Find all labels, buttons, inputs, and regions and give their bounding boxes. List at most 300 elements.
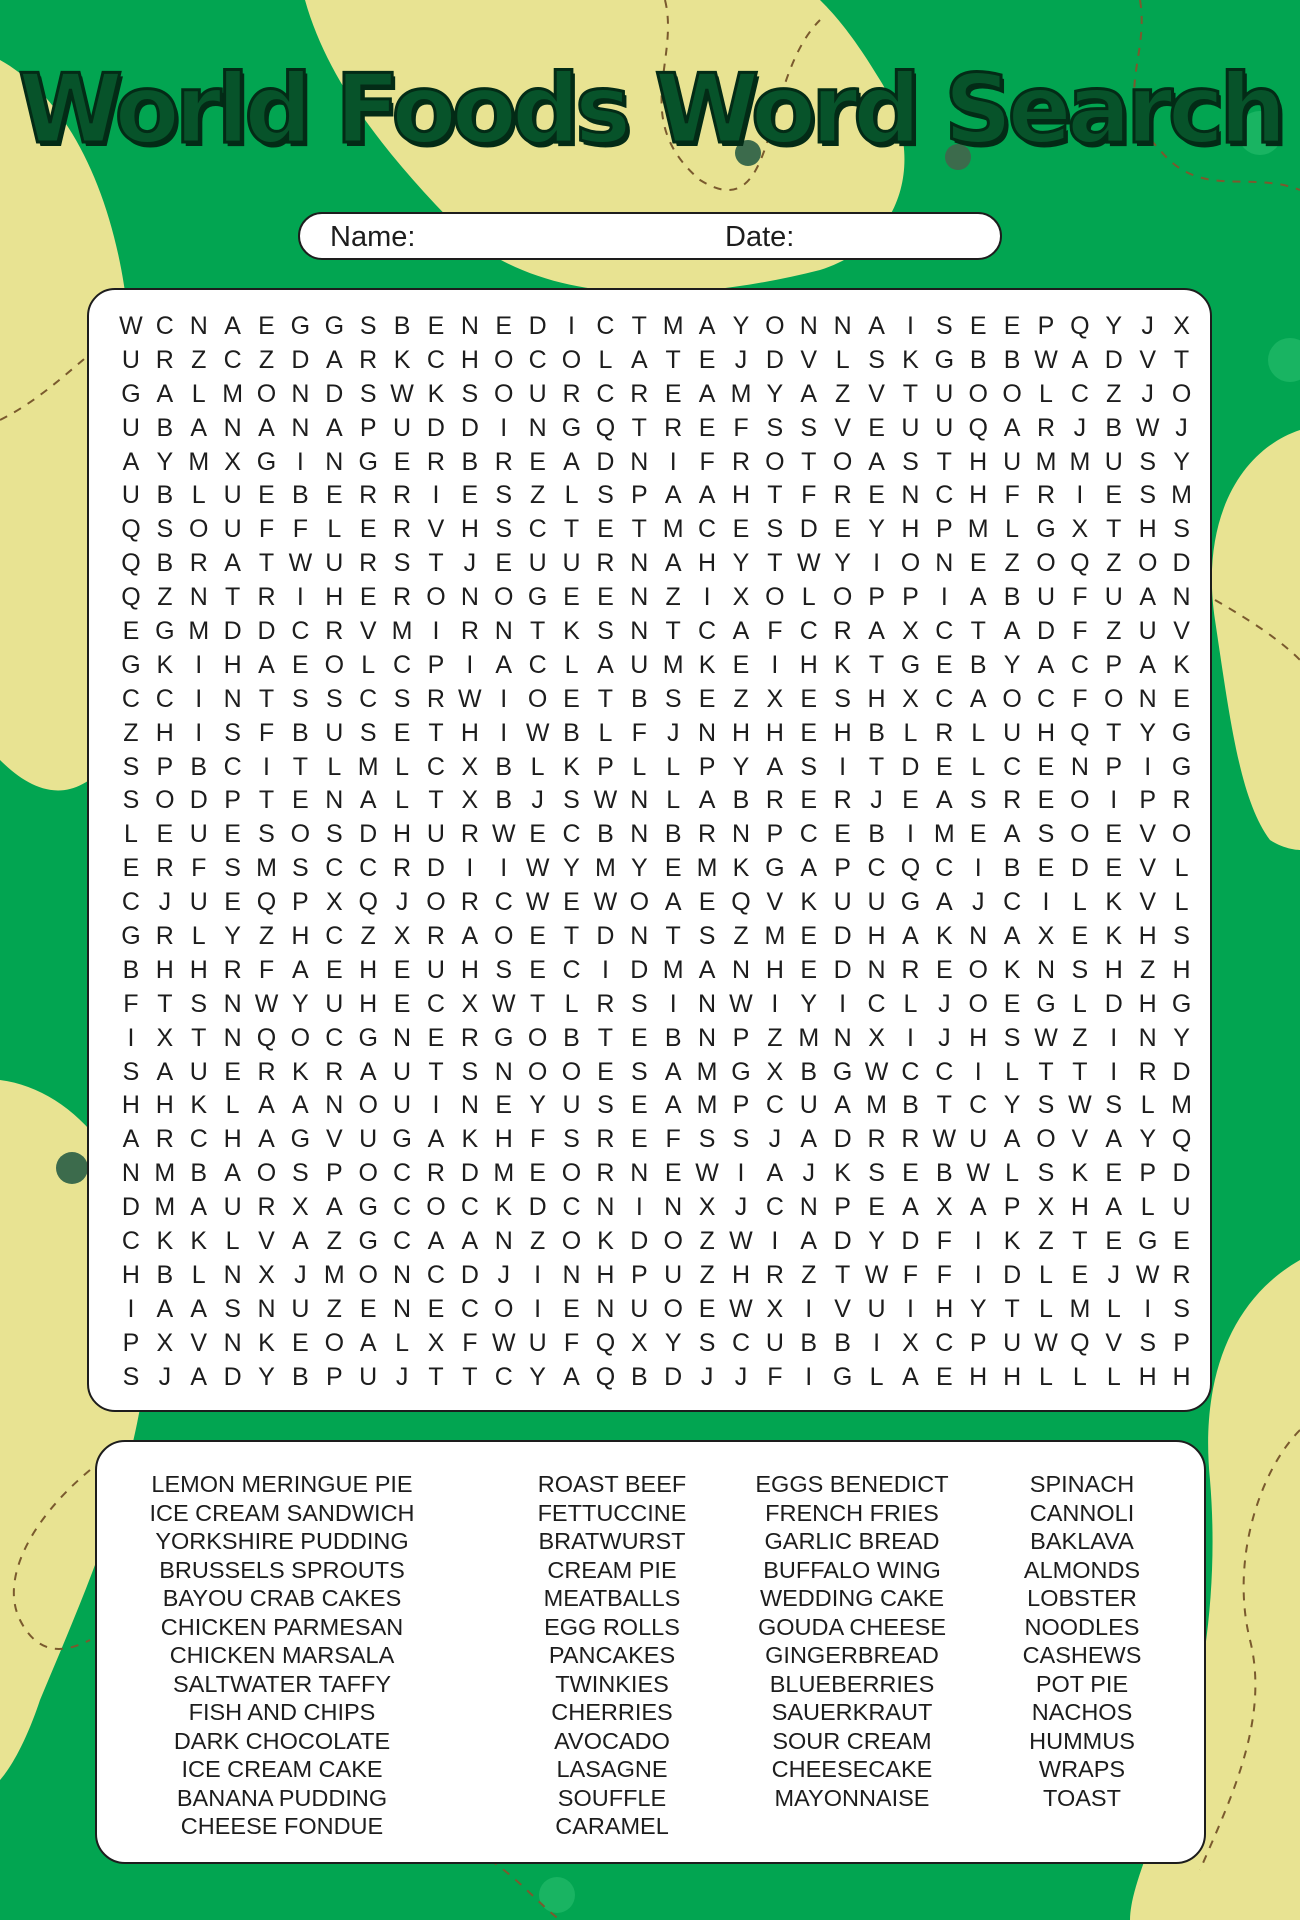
grid-letter: I [296, 583, 304, 612]
grid-letter: E [630, 1125, 648, 1154]
grid-letter: N [393, 1260, 412, 1289]
word-list-item: TOAST [1043, 1784, 1121, 1811]
grid-letter: N [833, 1023, 852, 1052]
grid-letter: B [292, 718, 309, 747]
grid-letter: Z [1106, 617, 1122, 646]
grid-letter: O [765, 312, 785, 340]
grid-letter: K [834, 650, 851, 679]
grid-letter: T [1072, 1227, 1088, 1256]
grid-letter: L [564, 989, 579, 1018]
grid-letter: F [563, 1328, 580, 1357]
grid-letter: M [662, 650, 684, 679]
grid-letter: Q [595, 1362, 616, 1391]
grid-letter: A [563, 1362, 580, 1391]
grid-letter: E [1173, 1227, 1190, 1256]
grid-letter: K [1105, 888, 1123, 917]
grid-letter: D [1104, 989, 1123, 1018]
grid-letter: G [392, 1125, 412, 1154]
grid-letter: V [190, 1328, 208, 1357]
grid-letter: E [122, 617, 140, 646]
grid-letter: E [292, 650, 309, 679]
grid-letter: C [528, 515, 547, 544]
grid-letter: K [495, 1193, 513, 1222]
grid-letter: C [935, 1328, 954, 1357]
grid-letter: A [1139, 583, 1156, 612]
grid-letter: C [494, 888, 513, 917]
grid-letter: F [767, 1362, 783, 1391]
grid-letter: L [1072, 888, 1087, 917]
grid-letter: S [495, 481, 513, 510]
grid-letter: U [1172, 1193, 1191, 1222]
word-list-item: LASAGNE [556, 1756, 668, 1782]
word-list-item: WEDDING CAKE [759, 1585, 945, 1611]
grid-letter: E [258, 481, 275, 510]
grid-letter: E [664, 854, 682, 883]
grid-letter: I [1144, 752, 1152, 781]
grid-letter: H [155, 955, 174, 984]
grid-letter: U [528, 379, 547, 408]
grid-letter: V [427, 515, 445, 544]
grid-letter: V [1105, 1328, 1123, 1357]
grid-letter: K [834, 1159, 851, 1188]
grid-letter: N [596, 1193, 615, 1222]
grid-letter: S [1139, 1328, 1156, 1357]
grid-letter: R [1138, 1057, 1157, 1086]
grid-letter: X [935, 1193, 953, 1222]
grid-letter: H [969, 447, 988, 476]
grid-letter: I [432, 617, 440, 646]
grid-letter: Q [1171, 1125, 1192, 1154]
grid-letter: M [730, 379, 752, 408]
word-list-item: WRAPS [1038, 1756, 1126, 1782]
grid-letter: M [662, 515, 684, 544]
word-list-item: BLUEBERRIES [769, 1670, 935, 1697]
grid-letter: X [902, 684, 919, 713]
grid-letter: N [223, 989, 242, 1018]
grid-letter: P [1003, 1193, 1021, 1222]
word-list-item: TWINKIES [555, 1670, 669, 1697]
grid-letter: A [359, 1057, 377, 1086]
grid-letter: S [122, 752, 140, 781]
grid-letter: A [156, 1057, 174, 1086]
grid-letter: R [460, 1023, 479, 1052]
grid-letter: R [1036, 481, 1056, 510]
grid-letter: S [292, 684, 309, 713]
grid-letter: E [1037, 752, 1055, 781]
grid-letter: G [1036, 989, 1056, 1018]
grid-letter: K [190, 1091, 208, 1120]
grid-letter: B [563, 1023, 580, 1052]
grid-letter: R [155, 854, 174, 883]
grid-letter: G [934, 345, 955, 374]
grid-letter: S [325, 684, 343, 713]
grid-letter: E [122, 854, 140, 883]
grid-letter: O [527, 1023, 548, 1052]
grid-letter: P [766, 820, 784, 849]
grid-letter: A [258, 650, 275, 679]
grid-letter: E [868, 413, 885, 442]
grid-letter: O [358, 1091, 378, 1120]
grid-letter: H [969, 1362, 988, 1391]
grid-letter: U [664, 1260, 683, 1289]
grid-letter: E [495, 1091, 513, 1120]
word-list-item: CREAM PIE [547, 1556, 677, 1583]
grid-letter: N [562, 1260, 581, 1289]
grid-letter: V [1139, 854, 1156, 883]
grid-letter: B [732, 786, 750, 815]
grid-letter: I [737, 1159, 745, 1188]
word-list-item: YORKSHIRE PUDDING [155, 1528, 409, 1554]
grid-letter: G [358, 447, 378, 476]
grid-letter: J [1141, 379, 1154, 408]
grid-letter: N [393, 1023, 412, 1052]
grid-letter: E [393, 718, 411, 747]
grid-letter: N [630, 447, 649, 476]
grid-letter: L [564, 481, 579, 510]
grid-letter: R [359, 549, 378, 578]
grid-letter: C [325, 922, 344, 951]
grid-letter: O [1171, 820, 1192, 849]
grid-letter: E [902, 1159, 919, 1188]
grid-letter: O [561, 345, 582, 374]
grid-letter: I [906, 312, 914, 340]
grid-letter: V [258, 1227, 275, 1256]
grid-letter: H [223, 650, 242, 679]
word-list-item: PANCAKES [548, 1642, 676, 1668]
grid-letter: B [834, 1328, 851, 1357]
grid-letter: C [393, 1193, 412, 1222]
grid-letter: J [395, 1362, 409, 1391]
grid-letter: O [494, 1294, 514, 1323]
grid-letter: S [597, 617, 614, 646]
grid-letter: O [765, 583, 785, 612]
grid-letter: D [596, 922, 615, 951]
grid-letter: X [461, 786, 479, 815]
grid-letter: H [359, 989, 378, 1018]
grid-letter: A [1071, 345, 1089, 374]
grid-letter: X [698, 1193, 716, 1222]
grid-letter: I [568, 312, 575, 340]
grid-letter: A [969, 583, 987, 612]
grid-letter: Z [665, 583, 681, 612]
grid-letter: K [698, 650, 716, 679]
grid-letter: X [732, 583, 750, 612]
grid-letter: O [1036, 549, 1056, 578]
grid-letter: B [868, 820, 885, 849]
grid-letter: L [835, 345, 850, 374]
grid-letter: A [461, 1227, 479, 1256]
grid-letter: S [224, 718, 241, 747]
grid-letter: Q [731, 888, 751, 917]
grid-letter: Q [121, 515, 141, 544]
grid-letter: C [528, 650, 547, 679]
grid-letter: E [834, 820, 851, 849]
grid-letter: W [729, 989, 753, 1018]
grid-letter: T [835, 1260, 851, 1289]
grid-letter: S [698, 1125, 716, 1154]
grid-letter: C [1070, 650, 1089, 679]
grid-letter: U [562, 1091, 581, 1120]
grid-letter: V [325, 1125, 343, 1154]
grid-letter: A [698, 312, 716, 340]
grid-letter: R [359, 345, 378, 374]
grid-letter: C [393, 1227, 412, 1256]
grid-letter: R [426, 1159, 445, 1188]
word-list-item: SAUERKRAUT [771, 1699, 933, 1725]
grid-letter: V [1139, 820, 1156, 849]
grid-letter: Q [1070, 718, 1090, 747]
grid-letter: U [969, 1125, 988, 1154]
grid-letter: I [635, 1193, 643, 1222]
grid-letter: T [767, 549, 783, 578]
grid-letter: Z [258, 922, 275, 951]
grid-letter: D [1036, 617, 1056, 646]
grid-letter: I [127, 1294, 135, 1323]
grid-letter: R [867, 1125, 886, 1154]
grid-letter: O [968, 379, 988, 408]
grid-letter: F [462, 1328, 478, 1357]
grid-letter: R [426, 922, 445, 951]
grid-letter: C [393, 1159, 412, 1188]
word-list-item: NACHOS [1031, 1699, 1133, 1725]
name-label: Name: [330, 221, 416, 253]
grid-letter: M [595, 854, 616, 883]
grid-letter: C [121, 1227, 140, 1256]
grid-letter: H [460, 718, 479, 747]
grid-letter: I [466, 650, 474, 679]
grid-letter: G [290, 1125, 311, 1154]
grid-letter: H [1138, 922, 1157, 951]
grid-letter: R [460, 820, 479, 849]
grid-letter: S [1003, 1023, 1021, 1052]
grid-letter: O [527, 684, 548, 713]
grid-letter: S [292, 1159, 309, 1188]
grid-letter: Z [733, 922, 749, 951]
grid-letter: A [258, 1091, 275, 1120]
grid-letter: L [530, 752, 545, 781]
grid-letter: S [630, 989, 648, 1018]
grid-letter: I [500, 854, 508, 883]
grid-letter: A [868, 447, 885, 476]
grid-letter: E [427, 1023, 445, 1052]
grid-letter: Z [123, 718, 139, 747]
grid-letter: O [900, 549, 921, 578]
grid-letter: L [1174, 888, 1189, 917]
grid-letter: M [1035, 447, 1057, 476]
grid-letter: S [1173, 922, 1190, 951]
grid-letter: Y [1173, 447, 1190, 476]
grid-letter: O [663, 1294, 683, 1323]
word-list-item: LEMON MERINGUE PIE [151, 1471, 413, 1497]
grid-letter: Z [258, 345, 275, 374]
grid-letter: S [563, 786, 580, 815]
grid-letter: N [325, 786, 344, 815]
grid-letter: H [359, 955, 378, 984]
grid-letter: Q [358, 888, 378, 917]
grid-letter: M [188, 447, 210, 476]
grid-letter: T [224, 583, 241, 612]
grid-letter: O [561, 1159, 582, 1188]
grid-letter: W [593, 888, 618, 917]
grid-letter: O [561, 1057, 582, 1086]
grid-letter: S [258, 820, 275, 849]
grid-letter: F [292, 515, 309, 544]
grid-letter: E [563, 888, 580, 917]
grid-letter: I [500, 684, 508, 713]
grid-letter: Q [1070, 1328, 1090, 1357]
grid-letter: E [258, 312, 275, 340]
grid-letter: Q [256, 888, 277, 917]
grid-letter: M [256, 854, 277, 883]
grid-letter: I [906, 1294, 914, 1323]
grid-letter: C [494, 1362, 513, 1391]
grid-letter: A [292, 955, 309, 984]
grid-letter: F [258, 515, 275, 544]
grid-letter: G [358, 1193, 378, 1222]
grid-letter: X [1037, 1193, 1055, 1222]
grid-letter: C [935, 854, 954, 883]
grid-letter: Y [1139, 1125, 1156, 1154]
grid-letter: A [359, 1328, 377, 1357]
grid-letter: B [597, 820, 614, 849]
grid-letter: N [223, 1023, 242, 1052]
grid-letter: O [494, 922, 514, 951]
grid-letter: J [531, 786, 544, 815]
grid-letter: E [427, 312, 445, 340]
grid-letter: C [867, 854, 886, 883]
grid-letter: X [224, 447, 241, 476]
grid-letter: R [630, 379, 649, 408]
grid-letter: I [1144, 1294, 1152, 1323]
grid-letter: S [800, 752, 818, 781]
grid-letter: A [563, 447, 580, 476]
grid-letter: U [223, 1193, 242, 1222]
grid-letter: U [223, 481, 242, 510]
grid-letter: E [529, 820, 546, 849]
grid-letter: C [562, 1193, 581, 1222]
grid-letter: D [630, 1227, 649, 1256]
grid-letter: R [596, 549, 615, 578]
word-list-item: AVOCADO [554, 1727, 670, 1754]
grid-letter: U [359, 1362, 378, 1391]
grid-letter: J [395, 888, 409, 917]
grid-letter: G [731, 1057, 751, 1086]
grid-letter: W [491, 989, 516, 1018]
grid-letter: X [325, 888, 343, 917]
grid-letter: U [935, 379, 954, 408]
grid-letter: E [969, 312, 987, 340]
grid-letter: F [936, 1260, 952, 1289]
grid-letter: X [902, 617, 919, 646]
grid-letter: U [121, 345, 140, 374]
grid-letter: A [630, 345, 648, 374]
grid-letter: S [1037, 1159, 1055, 1188]
grid-letter: E [563, 1294, 580, 1323]
grid-letter: I [974, 854, 982, 883]
grid-letter: A [800, 379, 818, 408]
grid-letter: S [868, 345, 885, 374]
grid-letter: P [325, 1362, 343, 1391]
grid-letter: P [969, 1328, 987, 1357]
grid-letter: E [1105, 820, 1123, 849]
grid-letter: A [325, 345, 343, 374]
grid-letter: U [426, 820, 445, 849]
grid-letter: Q [968, 413, 988, 442]
word-list-item: SOUR CREAM [772, 1727, 932, 1754]
grid-letter: I [195, 650, 203, 679]
grid-letter: C [698, 617, 717, 646]
grid-letter: N [189, 583, 208, 612]
grid-letter: A [156, 1294, 174, 1323]
grid-letter: U [189, 1057, 208, 1086]
grid-letter: J [1175, 413, 1188, 442]
grid-letter: R [765, 786, 784, 815]
grid-letter: A [800, 1227, 818, 1256]
grid-letter: H [325, 583, 344, 612]
grid-letter: F [733, 413, 749, 442]
grid-letter: D [426, 854, 445, 883]
grid-letter: L [395, 1328, 410, 1357]
grid-letter: B [868, 718, 885, 747]
grid-letter: Z [767, 1023, 783, 1052]
grid-letter: I [805, 1294, 813, 1323]
word-list-item: CHEESECAKE [771, 1756, 933, 1782]
grid-letter: E [1105, 1227, 1123, 1256]
grid-letter: B [902, 1091, 919, 1120]
grid-letter: S [461, 379, 479, 408]
grid-letter: O [155, 786, 175, 815]
page-title: World Foods Word Search [18, 55, 1282, 165]
grid-letter: A [868, 312, 885, 340]
grid-letter: L [971, 752, 986, 781]
grid-letter: T [428, 718, 444, 747]
grid-letter: C [528, 345, 547, 374]
grid-letter: E [902, 786, 919, 815]
grid-letter: X [1173, 312, 1190, 340]
grid-letter: V [766, 888, 784, 917]
grid-letter: K [800, 888, 818, 917]
grid-letter: E [935, 1362, 953, 1391]
grid-letter: N [630, 922, 649, 951]
grid-letter: D [596, 447, 615, 476]
grid-letter: N [630, 583, 649, 612]
grid-letter: U [291, 1294, 310, 1323]
word-list-item: FETTUCCINE [537, 1499, 687, 1526]
grid-letter: P [698, 752, 716, 781]
grid-letter: M [662, 312, 684, 340]
grid-letter: N [799, 312, 818, 340]
grid-letter: D [1172, 1159, 1191, 1188]
grid-letter: I [873, 1328, 881, 1357]
grid-letter: H [698, 549, 717, 578]
grid-letter: E [935, 955, 953, 984]
grid-letter: W [1135, 1260, 1160, 1289]
grid-letter: G [121, 379, 141, 408]
grid-letter: Y [732, 549, 750, 578]
grid-letter: J [158, 1362, 172, 1391]
grid-letter: U [1138, 617, 1157, 646]
grid-letter: L [1140, 1193, 1155, 1222]
grid-letter: F [529, 1125, 546, 1154]
grid-letter: L [1140, 1091, 1155, 1120]
grid-letter: O [290, 1023, 311, 1052]
grid-letter: N [1172, 583, 1191, 612]
grid-letter: U [765, 1328, 784, 1357]
grid-letter: B [800, 1057, 818, 1086]
grid-letter: X [427, 1328, 445, 1357]
word-list-item: CANNOLI [1029, 1499, 1135, 1526]
grid-letter: B [664, 820, 682, 849]
